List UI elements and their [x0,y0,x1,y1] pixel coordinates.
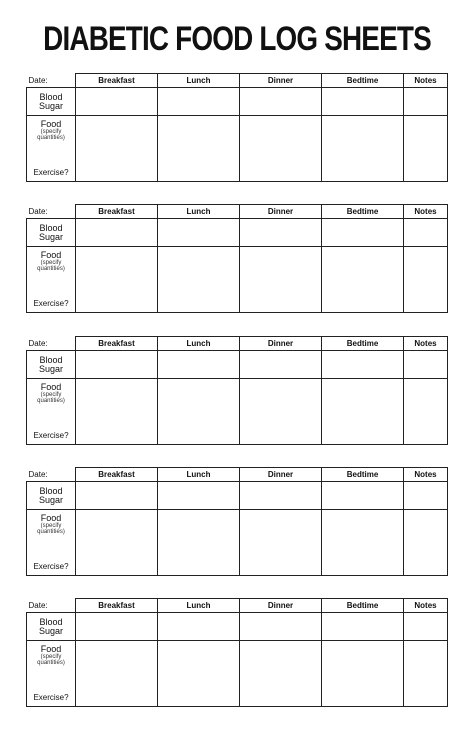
food-label [27,251,75,272]
column-header-bedtime: Bedtime [322,337,404,351]
date-label: Date: [27,599,76,613]
blood-sugar-bedtime-cell[interactable] [322,482,404,510]
specify-quantities-note: (specify quantities) [37,523,65,535]
exercise-label: Exercise? [33,693,69,702]
food-notes-cell[interactable] [404,510,448,576]
blood-sugar-breakfast-cell[interactable] [76,613,158,641]
food-label-cell [27,510,76,576]
column-header-bedtime: Bedtime [322,599,404,613]
column-header-dinner: Dinner [240,337,322,351]
column-header-lunch: Lunch [158,205,240,219]
food-label-text: Food [40,513,62,523]
blood-sugar-breakfast-cell[interactable] [76,351,158,379]
blood-sugar-dinner-cell[interactable] [240,88,322,116]
food-row [27,641,448,707]
food-bedtime-cell[interactable] [322,510,404,576]
column-header-notes: Notes [404,205,448,219]
blood-sugar-lunch-cell[interactable] [158,351,240,379]
column-header-dinner: Dinner [240,468,322,482]
blood-sugar-breakfast-cell[interactable] [76,88,158,116]
food-breakfast-cell[interactable] [76,116,158,182]
blood-sugar-lunch-cell[interactable] [158,482,240,510]
column-header-dinner: Dinner [240,205,322,219]
column-header-breakfast: Breakfast [76,337,158,351]
blood-sugar-row [27,351,448,379]
food-label-cell [27,247,76,313]
food-notes-cell[interactable] [404,116,448,182]
column-header-breakfast: Breakfast [76,205,158,219]
food-row [27,379,448,445]
blood-sugar-lunch-cell[interactable] [158,613,240,641]
food-breakfast-cell[interactable] [76,379,158,445]
food-lunch-cell[interactable] [158,247,240,313]
blood-sugar-row [27,219,448,247]
food-dinner-cell[interactable] [240,379,322,445]
date-label: Date: [27,205,76,219]
column-header-breakfast: Breakfast [76,74,158,88]
blood-sugar-notes-cell[interactable] [404,88,448,116]
food-breakfast-cell[interactable] [76,641,158,707]
blood-sugar-breakfast-cell[interactable] [76,219,158,247]
food-dinner-cell[interactable] [240,641,322,707]
blood-sugar-row [27,613,448,641]
blood-sugar-notes-cell[interactable] [404,613,448,641]
column-header-lunch: Lunch [158,468,240,482]
blood-sugar-label [27,482,76,510]
date-label: Date: [27,74,76,88]
exercise-label: Exercise? [33,299,69,308]
food-lunch-cell[interactable] [158,510,240,576]
food-row [27,116,448,182]
food-notes-cell[interactable] [404,379,448,445]
column-header-lunch: Lunch [158,337,240,351]
blood-sugar-breakfast-cell[interactable] [76,482,158,510]
blood-sugar-dinner-cell[interactable] [240,219,322,247]
blood-sugar-bedtime-cell[interactable] [322,88,404,116]
blood-sugar-bedtime-cell[interactable] [322,351,404,379]
blood-sugar-label [27,219,76,247]
column-header-breakfast: Breakfast [76,468,158,482]
food-dinner-cell[interactable] [240,116,322,182]
food-dinner-cell[interactable] [240,247,322,313]
date-label: Date: [27,468,76,482]
food-label [27,645,75,666]
blood-sugar-dinner-cell[interactable] [240,613,322,641]
food-bedtime-cell[interactable] [322,641,404,707]
blood-sugar-label [27,88,76,116]
header-row [27,468,448,482]
food-label-text: Food [40,119,62,129]
food-row [27,247,448,313]
date-label: Date: [27,337,76,351]
food-label-text: Food [40,250,62,260]
food-notes-cell[interactable] [404,641,448,707]
blood-sugar-label [27,351,76,379]
header-row [27,74,448,88]
food-dinner-cell[interactable] [240,510,322,576]
blood-sugar-bedtime-cell[interactable] [322,219,404,247]
specify-quantities-note: (specify quantities) [37,260,65,272]
food-label [27,120,75,141]
column-header-bedtime: Bedtime [322,205,404,219]
column-header-dinner: Dinner [240,599,322,613]
log-table [26,598,448,707]
blood-sugar-notes-cell[interactable] [404,219,448,247]
food-breakfast-cell[interactable] [76,247,158,313]
blood-sugar-bedtime-cell[interactable] [322,613,404,641]
blood-sugar-notes-cell[interactable] [404,482,448,510]
column-header-notes: Notes [404,337,448,351]
column-header-bedtime: Bedtime [322,74,404,88]
blood-sugar-label-text: Blood Sugar [38,485,64,505]
blood-sugar-row [27,88,448,116]
column-header-bedtime: Bedtime [322,468,404,482]
log-table [26,336,448,445]
food-label [27,514,75,535]
column-header-lunch: Lunch [158,74,240,88]
column-header-notes: Notes [404,599,448,613]
food-label-text: Food [40,644,62,654]
food-label [27,383,75,404]
food-notes-cell[interactable] [404,247,448,313]
food-lunch-cell[interactable] [158,641,240,707]
log-table [26,204,448,313]
food-breakfast-cell[interactable] [76,510,158,576]
column-header-lunch: Lunch [158,599,240,613]
food-lunch-cell[interactable] [158,116,240,182]
exercise-label: Exercise? [33,168,69,177]
column-header-notes: Notes [404,74,448,88]
food-label-text: Food [40,382,62,392]
food-row [27,510,448,576]
blood-sugar-notes-cell[interactable] [404,351,448,379]
blood-sugar-lunch-cell[interactable] [158,88,240,116]
exercise-label: Exercise? [33,431,69,440]
page-title: DIABETIC FOOD LOG SHEETS [43,20,431,58]
exercise-label: Exercise? [33,562,69,571]
food-bedtime-cell[interactable] [322,116,404,182]
blood-sugar-label-text: Blood Sugar [38,222,64,242]
food-bedtime-cell[interactable] [322,379,404,445]
blood-sugar-dinner-cell[interactable] [240,351,322,379]
header-row [27,337,448,351]
blood-sugar-label [27,613,76,641]
blood-sugar-dinner-cell[interactable] [240,482,322,510]
blood-sugar-row [27,482,448,510]
column-header-breakfast: Breakfast [76,599,158,613]
blood-sugar-label-text: Blood Sugar [38,616,64,636]
blood-sugar-label-text: Blood Sugar [38,354,64,374]
blood-sugar-lunch-cell[interactable] [158,219,240,247]
log-table [26,73,448,182]
column-header-dinner: Dinner [240,74,322,88]
column-header-notes: Notes [404,468,448,482]
food-label-cell [27,116,76,182]
food-label-cell [27,641,76,707]
header-row [27,205,448,219]
food-lunch-cell[interactable] [158,379,240,445]
food-label-cell [27,379,76,445]
specify-quantities-note: (specify quantities) [37,654,65,666]
food-bedtime-cell[interactable] [322,247,404,313]
blood-sugar-label-text: Blood Sugar [38,91,64,111]
specify-quantities-note: (specify quantities) [37,392,65,404]
specify-quantities-note: (specify quantities) [37,129,65,141]
log-table [26,467,448,576]
header-row [27,599,448,613]
